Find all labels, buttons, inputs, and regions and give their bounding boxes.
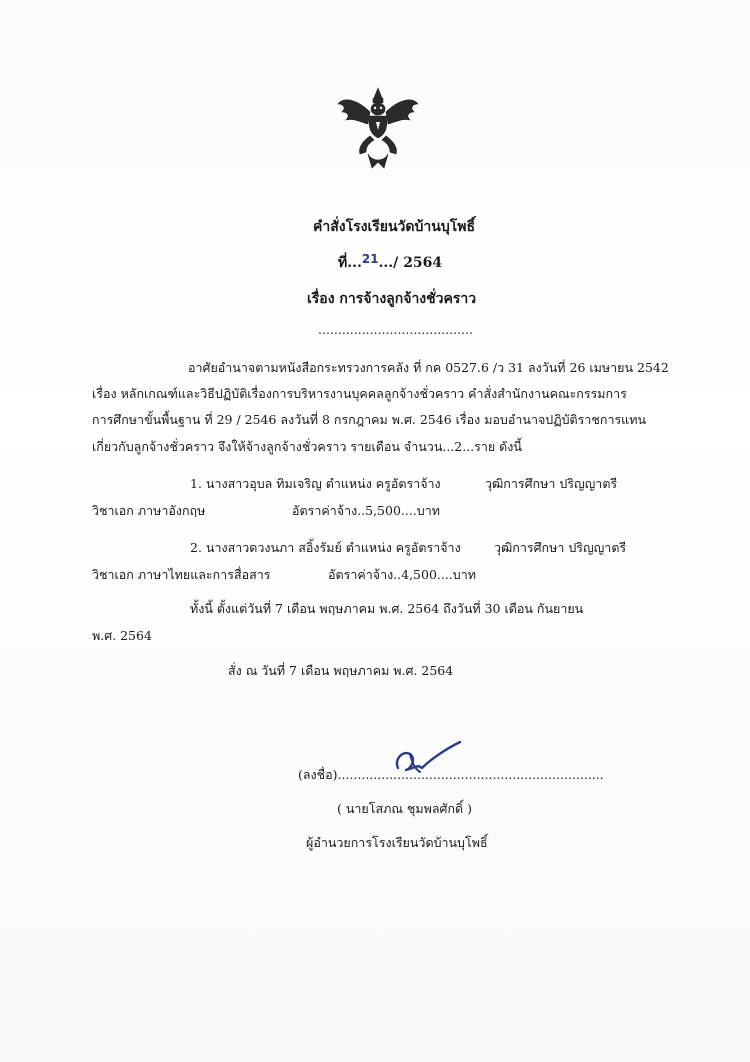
order-date: สั่ง ณ วันที่ 7 เดือน พฤษภาคม พ.ศ. 2564 (228, 663, 454, 678)
order-number-dots-before: ... (347, 255, 362, 271)
order-subject: เรื่อง การจ้างลูกจ้างชั่วคราว (307, 291, 477, 307)
signature-label: (ลงชื่อ)................................................................... (298, 767, 604, 782)
order-year: 2564 (403, 255, 443, 271)
signer-position: ผู้อำนวยการโรงเรียนวัดบ้านบุโพธิ์ (306, 835, 488, 850)
employee-2-rate: อัตราค่าจ้าง..4,500....บาท (328, 567, 477, 582)
employee-2-major: วิชาเอก ภาษาไทยและการสื่อสาร (92, 567, 271, 582)
employee-2-name: 2. นางสาวดวงนภา สอิ้งรัมย์ ตำแหน่ง ครูอัตราจ้าง (190, 540, 461, 555)
paragraph-line-2: เรื่อง หลักเกณฑ์และวิธีปฏิบัติเรื่องการบริหารงานบุคคลลูกจ้างชั่วคราว คำสั่งสำนักงานคณะกรรมการ (92, 386, 627, 401)
employee-1-education: วุฒิการศึกษา ปริญญาตรี (485, 476, 618, 491)
employment-period: ทั้งนี้ ตั้งแต่วันที่ 7 เดือน พฤษภาคม พ.ศ. 2564 ถึงวันที่ 30 เดือน กันยายน (190, 601, 584, 616)
employee-1-rate: อัตราค่าจ้าง..5,500....บาท (292, 503, 441, 518)
order-title: คำสั่งโรงเรียนวัดบ้านบุโพธิ์ (313, 219, 476, 235)
handwritten-signature (388, 738, 468, 778)
paragraph-line-1: อาศัยอำนาจตามหนังสือกระทรวงการคลัง ที่ กค 0527.6 /ว 31 ลงวันที่ 26 เมษายน 2542 (188, 360, 669, 375)
order-number-prefix: ที่ (338, 255, 348, 271)
paragraph-line-4: เกี่ยวกับลูกจ้างชั่วคราว จึงให้จ้างลูกจ้างชั่วคราว รายเดือน จำนวน...2...ราย ดังนี้ (92, 439, 522, 454)
order-number-dots-after: .../ (378, 255, 399, 271)
employee-2-education: วุฒิการศึกษา ปริญญาตรี (494, 540, 627, 555)
title-separator: ....................................... (318, 322, 473, 337)
order-number-handwritten: 21 (361, 252, 379, 266)
employee-1-name: 1. นางสาวอุบล ทิมเจริญ ตำแหน่ง ครูอัตราจ้าง (190, 476, 441, 491)
signer-name: ( นายโสภณ ชุมพลศักดิ์ ) (337, 801, 472, 816)
employee-1-major: วิชาเอก ภาษาอังกฤษ (92, 503, 206, 518)
paragraph-line-3: การศึกษาขั้นพื้นฐาน ที่ 29 / 2546 ลงวันที่ 8 กรกฎาคม พ.ศ. 2546 เรื่อง มอบอำนาจปฏิบัติราชการแทน (92, 412, 647, 427)
garuda-emblem-icon (330, 82, 426, 174)
order-number (338, 252, 442, 274)
employment-period-year: พ.ศ. 2564 (92, 628, 152, 643)
